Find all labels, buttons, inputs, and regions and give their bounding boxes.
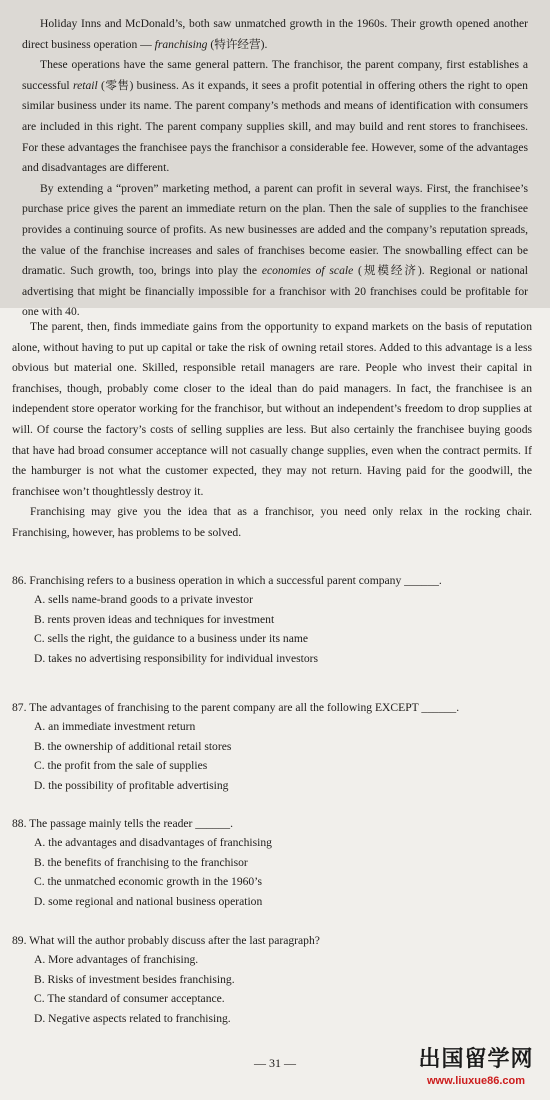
- glossed-term: economies of scale: [261, 264, 354, 278]
- glossed-term: retail: [73, 78, 98, 92]
- option-c: C. The standard of consumer acceptance.: [34, 992, 225, 1006]
- option-a: A. sells name-brand goods to a private investor: [34, 593, 253, 606]
- question-stem: 87. The advantages of franchising to the parent company are all the following EXCEPT ______.: [12, 701, 460, 714]
- question-89: [12, 932, 532, 1028]
- option-d: D. Negative aspects related to franchising.: [34, 1011, 231, 1025]
- question-88: [12, 815, 532, 932]
- question-86: [12, 572, 532, 699]
- watermark-site-name: 出国留学网: [418, 1047, 534, 1072]
- site-watermark: [406, 1046, 546, 1088]
- option-a: A. More advantages of franchising.: [34, 953, 199, 966]
- passage-paragraph-2: These operations have the same general pattern. The franchisor, the parent company, first establishes a successful retail (零售) business. As it expands, it sees a profit potential in offering others the right to open similar business under its name. The parent company’s methods and means of identification with consumers are included in this right. The parent company supplies skill, and may build and rent stores to franchisees. For these advantages the franchisee pays the franchisor a considerable fee. However, some of the advantages and disadvantages are different.: [22, 58, 528, 175]
- passage-paragraph-1: Holiday Inns and McDonald’s, both saw unmatched growth in the 1960s. Their growth opened another direct business operation — franchising (特许经营).: [22, 17, 528, 51]
- option-d: D. the possibility of profitable advertising: [34, 778, 229, 792]
- watermark-url: www.liuxue86.com: [426, 1075, 525, 1087]
- question-stem: 86. Franchising refers to a business operation in which a successful parent company ______.: [12, 574, 442, 587]
- passage-paragraph-4: The parent, then, finds immediate gains from the opportunity to expand markets on the basis of reputation alone, without having to put up capital or take the risk of owning retail stores. Added to this advantage is a less obvious but material one. Skilled, responsible retail managers are rare. People who invest their capital in franchises, though, probably come closer to the ideal than do paid managers. In fact, the franchisee is an independent store operator working for the franchisor, but without an independent’s freedom to drop supplies at will. Of course the factory’s costs of selling supplies are less. But also certainly the franchisee buying goods that have had broad consumer acceptance will not casually change supplies, even when the contract permits. If the hamburger is not what the customer expected, they may not return. Having paid for the goodwill, the franchisee won’t thoughtlessly destroy it.: [12, 320, 532, 498]
- option-c: C. sells the right, the guidance to a business under its name: [34, 632, 309, 646]
- option-b: B. rents proven ideas and techniques for investment: [34, 612, 275, 626]
- passage-paragraph-5: Franchising may give you the idea that as a franchisor, you need only relax in the rocking chair. Franchising, however, has problems to be solved.: [12, 505, 532, 539]
- passage-bottom: [12, 317, 532, 544]
- option-c: C. the unmatched economic growth in the 1960’s: [34, 875, 262, 889]
- option-b: B. the ownership of additional retail stores: [34, 739, 232, 753]
- question-stem: 88. The passage mainly tells the reader ______.: [12, 817, 233, 830]
- question-list: [12, 572, 532, 1028]
- question-87: [12, 699, 532, 815]
- option-d: D. takes no advertising responsibility for individual investors: [34, 651, 319, 665]
- passage-paragraph-3: By extending a “proven” marketing method, a parent can profit in several ways. First, the franchisee’s purchase price gives the parent an immediate return on the plan. Then the sale of supplies to the franchisee provides a continuing source of profits. As new businesses are added and the company’s reputation spreads, the value of the franchise increases and sales of franchises become easier. The snowballing effect can be dramatic. Such growth, too, brings into play the economies of scale (规模经济). Regional or national advertising that might be financially impossible for a franchisor with 20 franchises could be profitable for one with 40.: [22, 181, 528, 319]
- glossed-term: franchising: [154, 37, 208, 51]
- option-b: B. Risks of investment besides franchising.: [34, 972, 235, 986]
- option-b: B. the benefits of franchising to the franchisor: [34, 855, 248, 869]
- option-a: A. an immediate investment return: [34, 720, 196, 733]
- page-number: — 31 —: [254, 1056, 296, 1070]
- passage-top: [22, 14, 528, 323]
- option-d: D. some regional and national business operation: [34, 894, 263, 908]
- option-a: A. the advantages and disadvantages of franchising: [34, 836, 272, 849]
- option-c: C. the profit from the sale of supplies: [34, 759, 208, 773]
- question-stem: 89. What will the author probably discuss after the last paragraph?: [12, 934, 320, 947]
